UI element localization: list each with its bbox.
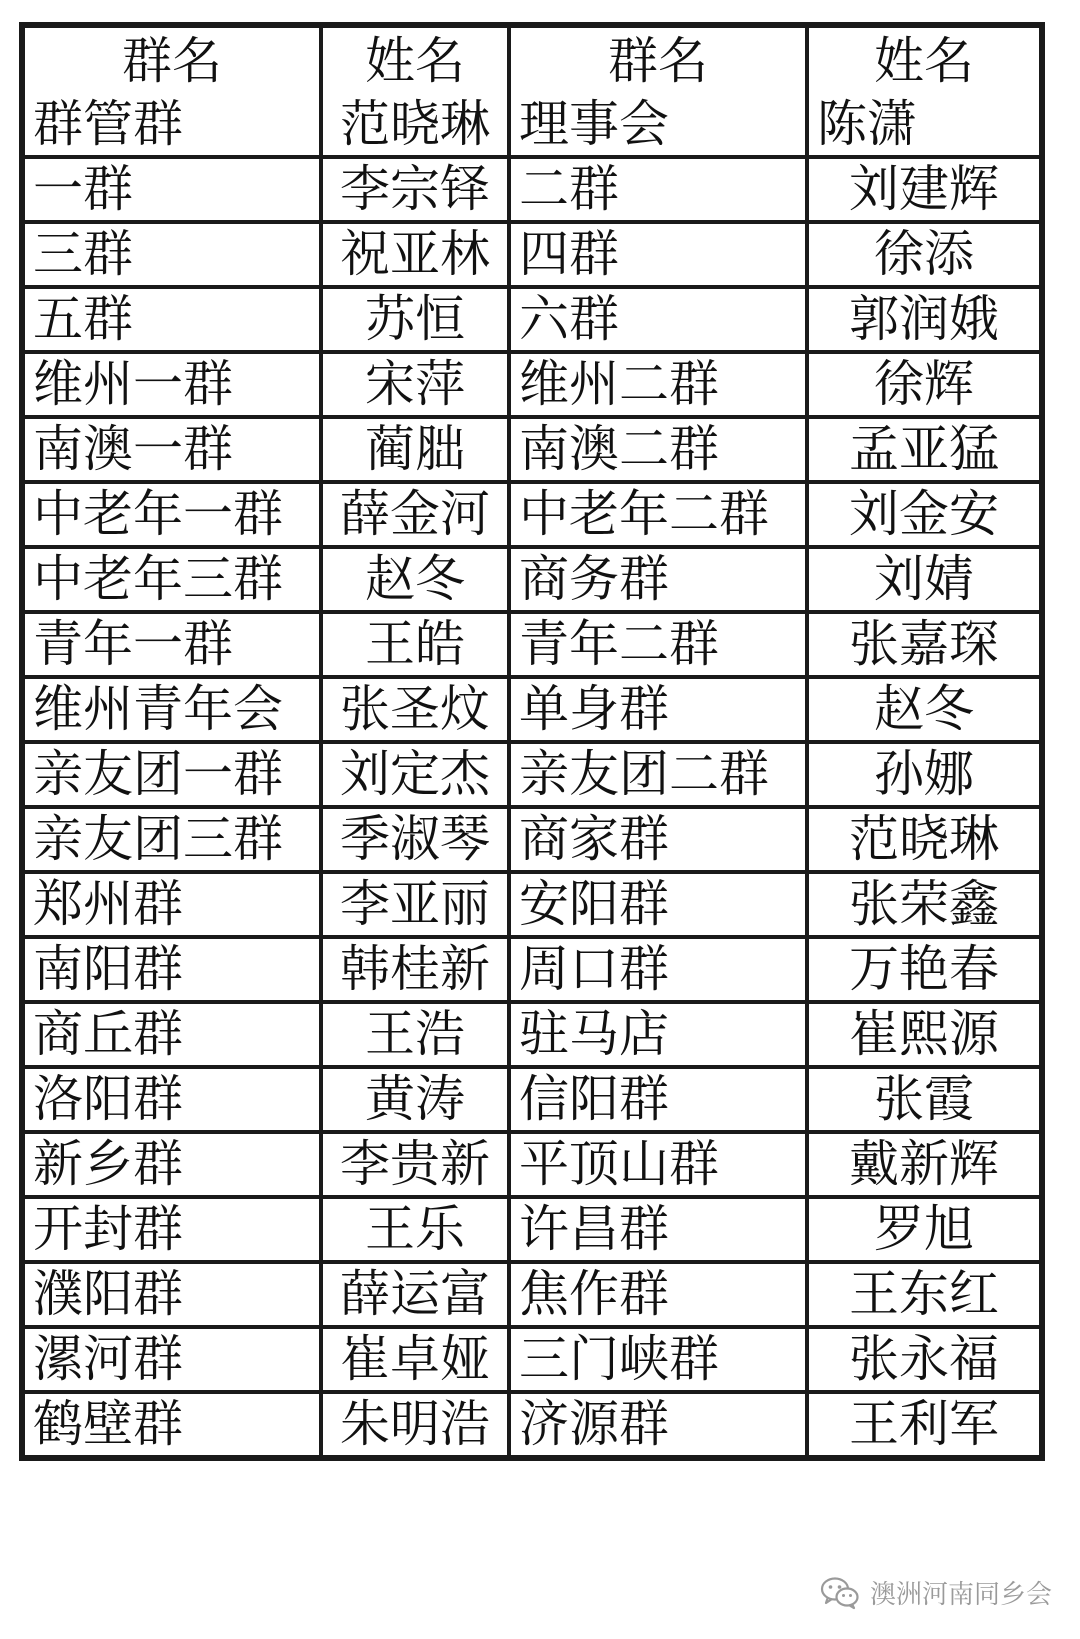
group-name-cell: 维州青年会 xyxy=(25,679,323,744)
group-name-cell: 南澳一群 xyxy=(25,419,323,484)
person-name-cell: 赵冬 xyxy=(809,679,1039,744)
person-name-cell: 范晓琳 xyxy=(323,94,511,159)
table-row xyxy=(25,1069,1039,1134)
person-name-cell: 李亚丽 xyxy=(323,874,511,939)
person-name-cell: 戴新辉 xyxy=(809,1134,1039,1199)
person-name-cell: 朱明浩 xyxy=(323,1394,511,1455)
table-row xyxy=(25,224,1039,289)
person-name-cell: 薛运富 xyxy=(323,1264,511,1329)
group-name-cell: 许昌群 xyxy=(511,1199,809,1264)
person-name-cell: 张荣鑫 xyxy=(809,874,1039,939)
person-name-cell: 刘金安 xyxy=(809,484,1039,549)
group-name-cell: 周口群 xyxy=(511,939,809,1004)
group-name-cell: 商丘群 xyxy=(25,1004,323,1069)
group-name-cell: 驻马店 xyxy=(511,1004,809,1069)
person-name-cell: 崔熙源 xyxy=(809,1004,1039,1069)
person-name-cell: 罗旭 xyxy=(809,1199,1039,1264)
person-name-cell: 张圣炆 xyxy=(323,679,511,744)
table-row xyxy=(25,1134,1039,1199)
person-name-cell: 孟亚猛 xyxy=(809,419,1039,484)
group-name-cell: 维州一群 xyxy=(25,354,323,419)
table-row xyxy=(25,939,1039,1004)
group-name-cell: 群管群 xyxy=(25,94,323,159)
table-row xyxy=(25,419,1039,484)
table-row xyxy=(25,484,1039,549)
table-row xyxy=(25,744,1039,809)
person-name-cell: 黄涛 xyxy=(323,1069,511,1134)
group-name-cell: 三门峡群 xyxy=(511,1329,809,1394)
wechat-icon xyxy=(820,1576,860,1610)
person-name-cell: 赵冬 xyxy=(323,549,511,614)
group-name-cell: 四群 xyxy=(511,224,809,289)
group-name-cell: 亲友团一群 xyxy=(25,744,323,809)
group-admin-table xyxy=(19,22,1045,1461)
table-row xyxy=(25,1264,1039,1329)
person-name-cell: 张永福 xyxy=(809,1329,1039,1394)
group-name-cell: 亲友团三群 xyxy=(25,809,323,874)
header-person-name-left: 姓名 xyxy=(323,28,511,94)
person-name-cell: 张嘉琛 xyxy=(809,614,1039,679)
group-name-cell: 鹤壁群 xyxy=(25,1394,323,1455)
watermark-text: 澳洲河南同乡会 xyxy=(869,1580,1052,1610)
table-row xyxy=(25,549,1039,614)
table-row xyxy=(25,614,1039,679)
table-row xyxy=(25,1329,1039,1394)
person-name-cell: 郭润娥 xyxy=(809,289,1039,354)
group-name-cell: 安阳群 xyxy=(511,874,809,939)
group-name-cell: 三群 xyxy=(25,224,323,289)
person-name-cell: 祝亚林 xyxy=(323,224,511,289)
group-name-cell: 维州二群 xyxy=(511,354,809,419)
table-header-row xyxy=(25,28,1039,94)
person-name-cell: 刘定杰 xyxy=(323,744,511,809)
table-row xyxy=(25,874,1039,939)
group-name-cell: 新乡群 xyxy=(25,1134,323,1199)
person-name-cell: 韩桂新 xyxy=(323,939,511,1004)
table-row xyxy=(25,1199,1039,1264)
person-name-cell: 范晓琳 xyxy=(809,809,1039,874)
group-name-cell: 南阳群 xyxy=(25,939,323,1004)
group-name-cell: 济源群 xyxy=(511,1394,809,1455)
table-row xyxy=(25,679,1039,744)
group-name-cell: 郑州群 xyxy=(25,874,323,939)
group-name-cell: 二群 xyxy=(511,159,809,224)
group-name-cell: 中老年三群 xyxy=(25,549,323,614)
person-name-cell: 张霞 xyxy=(809,1069,1039,1134)
group-name-cell: 五群 xyxy=(25,289,323,354)
person-name-cell: 苏恒 xyxy=(323,289,511,354)
group-name-cell: 南澳二群 xyxy=(511,419,809,484)
person-name-cell: 王利军 xyxy=(809,1394,1039,1455)
person-name-cell: 宋萍 xyxy=(323,354,511,419)
header-group-name-left: 群名 xyxy=(25,28,323,94)
person-name-cell: 徐添 xyxy=(809,224,1039,289)
person-name-cell: 季淑琴 xyxy=(323,809,511,874)
group-name-cell: 亲友团二群 xyxy=(511,744,809,809)
group-name-cell: 六群 xyxy=(511,289,809,354)
group-name-cell: 理事会 xyxy=(511,94,809,159)
table-row xyxy=(25,1394,1039,1455)
person-name-cell: 陈潇 xyxy=(809,94,1039,159)
person-name-cell: 万艳春 xyxy=(809,939,1039,1004)
person-name-cell: 王浩 xyxy=(323,1004,511,1069)
group-name-cell: 单身群 xyxy=(511,679,809,744)
group-name-cell: 濮阳群 xyxy=(25,1264,323,1329)
group-name-cell: 青年一群 xyxy=(25,614,323,679)
person-name-cell: 孙娜 xyxy=(809,744,1039,809)
person-name-cell: 王乐 xyxy=(323,1199,511,1264)
group-name-cell: 洛阳群 xyxy=(25,1069,323,1134)
group-name-cell: 开封群 xyxy=(25,1199,323,1264)
header-person-name-right: 姓名 xyxy=(809,28,1039,94)
group-name-cell: 中老年二群 xyxy=(511,484,809,549)
table-row xyxy=(25,1004,1039,1069)
table-row xyxy=(25,289,1039,354)
person-name-cell: 王皓 xyxy=(323,614,511,679)
group-name-cell: 中老年一群 xyxy=(25,484,323,549)
table-row xyxy=(25,94,1039,159)
person-name-cell: 刘建辉 xyxy=(809,159,1039,224)
group-name-cell: 焦作群 xyxy=(511,1264,809,1329)
group-name-cell: 青年二群 xyxy=(511,614,809,679)
person-name-cell: 李贵新 xyxy=(323,1134,511,1199)
header-group-name-right: 群名 xyxy=(511,28,809,94)
group-name-cell: 信阳群 xyxy=(511,1069,809,1134)
table-row xyxy=(25,354,1039,419)
group-name-cell: 商务群 xyxy=(511,549,809,614)
person-name-cell: 徐辉 xyxy=(809,354,1039,419)
person-name-cell: 蔺胐 xyxy=(323,419,511,484)
table-row xyxy=(25,809,1039,874)
person-name-cell: 王东红 xyxy=(809,1264,1039,1329)
table-row xyxy=(25,159,1039,224)
group-name-cell: 一群 xyxy=(25,159,323,224)
group-name-cell: 商家群 xyxy=(511,809,809,874)
person-name-cell: 李宗铎 xyxy=(323,159,511,224)
group-name-cell: 平顶山群 xyxy=(511,1134,809,1199)
watermark xyxy=(820,1574,1052,1611)
group-name-cell: 漯河群 xyxy=(25,1329,323,1394)
person-name-cell: 崔卓娅 xyxy=(323,1329,511,1394)
person-name-cell: 刘婧 xyxy=(809,549,1039,614)
person-name-cell: 薛金河 xyxy=(323,484,511,549)
